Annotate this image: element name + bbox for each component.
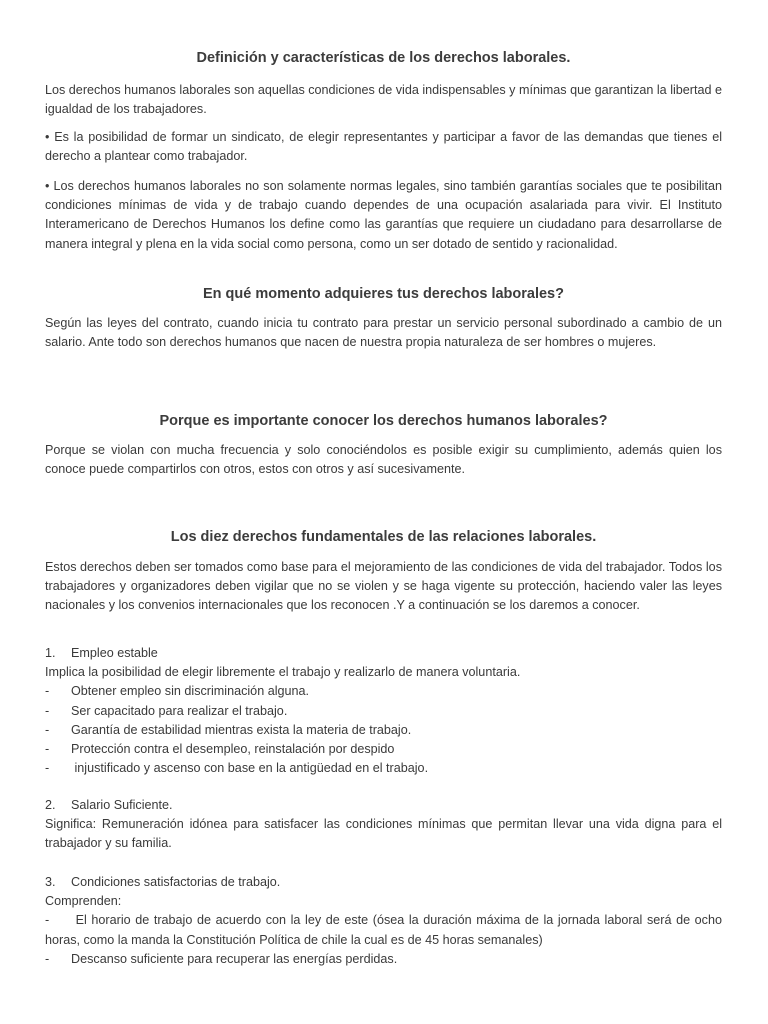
heading-definicion: Definición y características de los derechos laborales.	[196, 50, 571, 66]
bullet-item	[45, 759, 722, 778]
paragraph-importancia: Porque se violan con mucha frecuencia y solo conociéndolos es posible exigir su cumplimiento, además quien los conoce puede compartirlos con otros, estos con otros y así sucesivamente.	[45, 443, 722, 477]
list-item-salario	[45, 796, 722, 854]
bullet-item	[45, 950, 722, 969]
bullet-item	[45, 682, 722, 701]
heading-momento: En qué momento adquieres tus derechos laborales?	[203, 286, 564, 302]
bullet-item	[45, 911, 726, 949]
bullet-text: injustificado y ascenso con base en la antigüedad en el trabajo.	[71, 761, 429, 776]
list-number: 1.	[45, 646, 56, 660]
list-item-description: Significa: Remuneración idónea para satisfacer las condiciones mínimas que permitan llevar una vida digna para el trabajador y su familia.	[45, 817, 722, 851]
dash-marker: -	[45, 913, 50, 928]
list-number: 2.	[45, 798, 56, 812]
paragraph-diez-derechos: Estos derechos deben ser tomados como base para el mejoramiento de las condiciones de vida del trabajador. Todos los trabajadores y organizadores deben vigilar que no se violen y se haga vigente su protección, haciendo valer las leyes nacionales y los convenios internacionales que los reconocen .Y a continuación se los daremos a conocer.	[45, 560, 722, 613]
dash-marker: -	[45, 761, 50, 776]
bullet-item	[45, 721, 722, 740]
bullet-text: El horario de trabajo de acuerdo con la ley de este (ósea la duración máxima de la jornada laboral será de ocho horas, como la manda la Constitución Política de chile la cual es de 45 horas semanales)	[45, 913, 726, 947]
paragraph-sindicato: • Es la posibilidad de formar un sindicato, de elegir representantes y participar a favor de las demandas que tienes el derecho a plantear como trabajador.	[45, 130, 722, 164]
bullet-text: Descanso suficiente para recuperar las energías perdidas.	[71, 951, 398, 966]
list-item-description: Comprenden:	[45, 894, 122, 909]
heading-importancia: Porque es importante conocer los derechos humanos laborales?	[159, 413, 608, 429]
bullet-text: Ser capacitado para realizar el trabajo.	[71, 703, 288, 718]
bullet-text: Garantía de estabilidad mientras exista la materia de trabajo.	[71, 722, 412, 737]
document-page	[45, 0, 726, 1024]
bullet-item	[45, 702, 722, 721]
bullet-item	[45, 740, 722, 759]
dash-marker: -	[45, 742, 50, 757]
list-item-empleo	[45, 644, 722, 778]
bullet-text: Obtener empleo sin discriminación alguna.	[71, 684, 310, 699]
list-item-title: Salario Suficiente.	[71, 798, 173, 812]
dash-marker: -	[45, 722, 50, 737]
paragraph-definicion: Los derechos humanos laborales son aquellas condiciones de vida indispensables y mínimas que garantizan la libertad e igualdad de los trabajadores.	[45, 83, 722, 117]
heading-diez-derechos: Los diez derechos fundamentales de las relaciones laborales.	[170, 529, 597, 545]
list-item-title: Empleo estable	[71, 646, 158, 660]
paragraph-momento: Según las leyes del contrato, cuando inicia tu contrato para prestar un servicio personal subordinado a cambio de un salario. Ante todo son derechos humanos que nacen de nuestra propia naturaleza de ser hombres o mujeres.	[45, 316, 722, 350]
dash-marker: -	[45, 951, 50, 966]
dash-marker: -	[45, 684, 50, 699]
list-item-title-row	[45, 644, 722, 663]
list-number: 3.	[45, 875, 56, 889]
list-item-title: Condiciones satisfactorias de trabajo.	[71, 875, 281, 889]
list-item-description: Implica la posibilidad de elegir libremente el trabajo y realizarlo de manera voluntaria.	[45, 665, 521, 680]
list-item-condiciones	[45, 873, 726, 969]
list-item-title-row	[45, 873, 722, 892]
dash-marker: -	[45, 703, 50, 718]
bullet-text: Protección contra el desempleo, reinstalación por despido	[71, 742, 395, 757]
list-item-title-row	[45, 796, 722, 815]
paragraph-garantias: • Los derechos humanos laborales no son solamente normas legales, sino también garantías sociales que te posibilitan condiciones mínimas de vida y de trabajo cuando dependes de una ocupación asalariada para vivir. El Instituto Interamericano de Derechos Humanos los define como las garantías que requiere un ciudadano para desarrollarse de manera integral y plena en la vida social como persona, como un ser dotado de sentido y racionalidad.	[45, 179, 722, 251]
